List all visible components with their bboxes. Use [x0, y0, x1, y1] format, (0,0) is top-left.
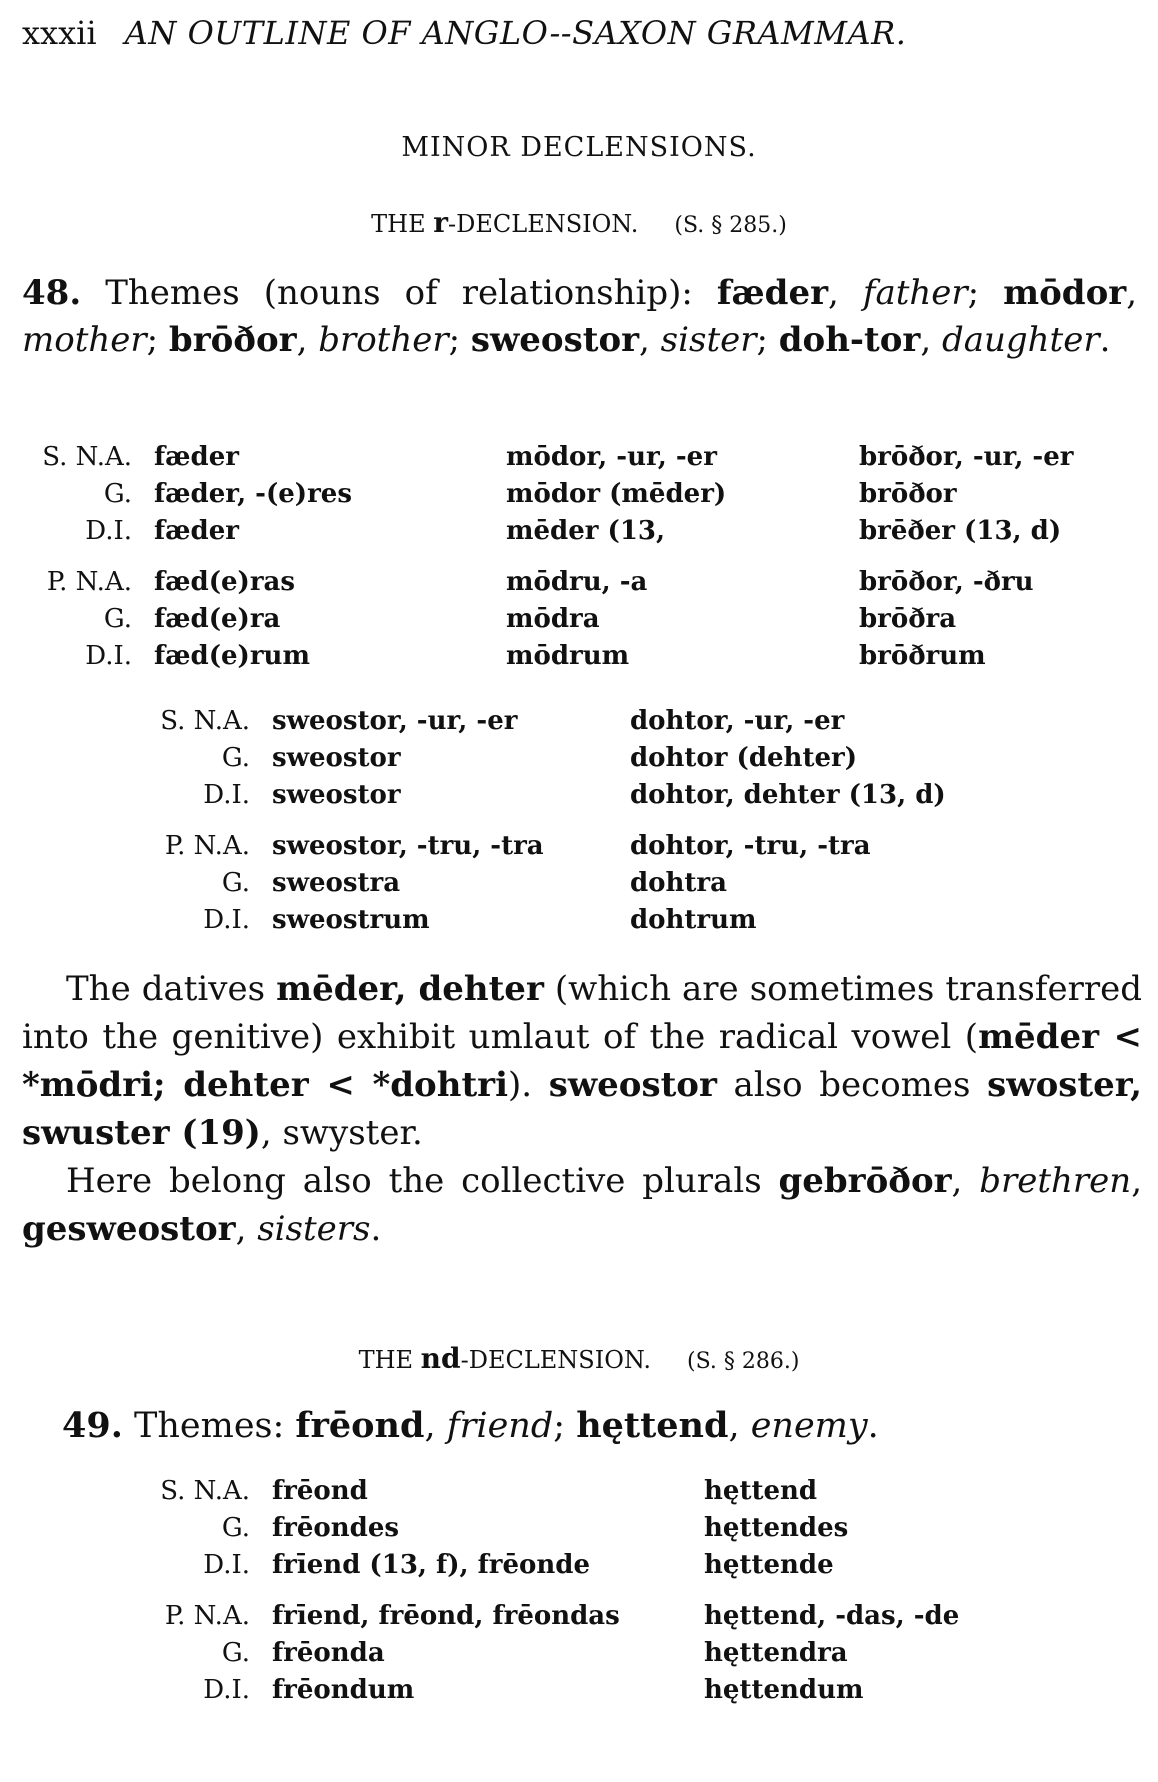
form-cell: frēondes	[272, 1512, 400, 1543]
form-cell: sweostor, -ur, -er	[272, 705, 518, 736]
form-cell: mōdor (mēder)	[506, 478, 727, 509]
number-divider	[122, 813, 946, 827]
gloss: mother	[22, 320, 147, 360]
case-label: D.I.	[85, 640, 132, 671]
punct: ,	[828, 273, 863, 313]
form-cell: dohtor, -ur, -er	[630, 705, 845, 736]
form-cell: fæder, -(e)res	[154, 478, 352, 509]
theme-word: fæder	[716, 273, 829, 313]
theme-word: brōðor	[168, 320, 297, 360]
paragraph-text: Themes:	[122, 1406, 296, 1446]
punct: ,	[728, 1406, 751, 1446]
gloss: sisters	[257, 1209, 371, 1249]
table-row	[22, 600, 1073, 637]
gloss: father	[862, 273, 968, 313]
form-cell: fæd(e)rum	[154, 640, 310, 671]
paragraph-number: 49.	[62, 1405, 123, 1446]
heading-prefix: THE	[358, 1346, 421, 1374]
text: ,	[235, 1209, 258, 1249]
table-row	[122, 901, 946, 938]
text: , swyster.	[260, 1113, 423, 1153]
punct: ;	[967, 273, 1004, 313]
heading-tag: nd	[420, 1342, 461, 1375]
heading-suffix: -DECLENSION.	[460, 1346, 651, 1374]
form-cell: brēðer (13, d)	[859, 515, 1062, 546]
r-declension-heading	[0, 206, 1158, 239]
form-cell: sweostor	[272, 742, 401, 773]
table-row	[122, 739, 946, 776]
case-label: D.I.	[203, 779, 250, 810]
table-row	[122, 776, 946, 813]
form-cell: mōdra	[506, 603, 600, 634]
bold-form: gesweostor	[22, 1209, 236, 1249]
case-label: P. N.A.	[164, 1600, 250, 1631]
paragraph-49	[62, 1402, 1158, 1450]
paradigm-table-sister-daughter	[122, 702, 946, 938]
table-row	[122, 1597, 959, 1634]
bold-form: mēder, dehter	[276, 969, 544, 1009]
gloss: enemy	[750, 1406, 868, 1446]
case-label: P. N.A.	[164, 830, 250, 861]
form-cell: fæder	[154, 441, 239, 472]
case-label: S. N.A.	[160, 705, 250, 736]
spacer	[122, 813, 946, 827]
form-cell: brōðra	[859, 603, 957, 634]
spacer	[22, 549, 1073, 563]
form-cell: sweostrum	[272, 904, 430, 935]
form-cell: fæder	[154, 515, 239, 546]
case-label: D.I.	[203, 1674, 250, 1705]
form-cell: brōðor	[859, 478, 957, 509]
form-cell: frēond	[272, 1475, 368, 1506]
notes-paragraph	[22, 965, 1142, 1253]
text: also becomes	[716, 1065, 988, 1105]
case-label: G.	[221, 1512, 250, 1543]
theme-word: hęttend	[576, 1405, 729, 1446]
form-cell: mōdor, -ur, -er	[506, 441, 717, 472]
punct: ;	[553, 1406, 577, 1446]
form-cell: hęttendum	[704, 1674, 864, 1705]
form-cell: fæd(e)ras	[154, 566, 296, 597]
text: ).	[508, 1065, 549, 1105]
form-cell: dohtrum	[630, 904, 757, 935]
table-row	[22, 438, 1073, 475]
text: The datives	[66, 969, 277, 1009]
form-cell: hęttend, -das, -de	[704, 1600, 960, 1631]
punct: ,	[1126, 273, 1137, 313]
form-cell: sweostor	[272, 779, 401, 810]
form-cell: mēder (13,	[506, 515, 666, 546]
gloss: daughter	[941, 320, 1100, 360]
form-cell: brōðor, -ur, -er	[859, 441, 1074, 472]
case-label: G.	[103, 603, 132, 634]
page-number: xxxii	[22, 14, 97, 52]
heading-suffix: -DECLENSION.	[448, 210, 639, 238]
table-row	[122, 1634, 959, 1671]
number-divider	[122, 1583, 959, 1597]
text: .	[370, 1209, 382, 1249]
table-row	[122, 702, 946, 739]
case-label: D.I.	[203, 904, 250, 935]
form-cell: frēonda	[272, 1637, 385, 1668]
bold-form: gebrōðor	[778, 1161, 952, 1201]
heading-prefix: THE	[371, 210, 434, 238]
table-row	[122, 1509, 959, 1546]
case-label: D.I.	[203, 1549, 250, 1580]
table-row	[22, 512, 1073, 549]
section-reference: (S. § 286.)	[687, 1349, 800, 1374]
form-cell: mōdru, -a	[506, 566, 648, 597]
punct: ,	[424, 1406, 447, 1446]
punct: ,	[296, 320, 319, 360]
form-cell: hęttendes	[704, 1512, 849, 1543]
case-label: S. N.A.	[160, 1475, 250, 1506]
form-cell: frēondum	[272, 1674, 415, 1705]
theme-word: doh-tor	[778, 320, 921, 360]
text: (which are sometimes transferred into the genitive) exhibit umlaut of the radical vowel (	[22, 969, 1142, 1057]
table-row	[122, 1546, 959, 1583]
form-cell: hęttendra	[704, 1637, 848, 1668]
case-label: P. N.A.	[46, 566, 132, 597]
theme-word: mōdor	[1003, 273, 1127, 313]
text: ,	[1131, 1161, 1142, 1201]
section-reference: (S. § 285.)	[674, 213, 787, 238]
form-cell: dohtor, -tru, -tra	[630, 830, 871, 861]
case-label: G.	[221, 867, 250, 898]
bold-form: mēder < *mōdri; dehter < *dohtri	[22, 1017, 1142, 1105]
form-cell: sweostor, -tru, -tra	[272, 830, 544, 861]
table-row	[122, 1671, 959, 1708]
table-row	[22, 637, 1073, 674]
case-label: G.	[221, 1637, 250, 1668]
form-cell: dohtor (dehter)	[630, 742, 858, 773]
punct: ;	[146, 320, 169, 360]
nd-declension-heading	[0, 1342, 1158, 1375]
form-cell: brōðrum	[859, 640, 986, 671]
form-cell: dohtor, dehter (13, d)	[630, 779, 946, 810]
table-row	[122, 864, 946, 901]
spacer	[122, 1583, 959, 1597]
form-cell: frīend, frēond, frēondas	[272, 1600, 620, 1631]
form-cell: dohtra	[630, 867, 727, 898]
punct: ,	[639, 320, 661, 360]
case-label: G.	[103, 478, 132, 509]
paragraph-text: Themes (nouns of relationship):	[81, 273, 717, 313]
section-title: MINOR DECLENSIONS.	[401, 132, 757, 163]
punct: .	[867, 1406, 879, 1446]
table-row	[122, 827, 946, 864]
table-row	[22, 475, 1073, 512]
text: Here belong also the collective plurals	[66, 1161, 779, 1201]
theme-word: sweostor	[470, 320, 640, 360]
paradigm-table-friend-enemy	[122, 1472, 959, 1708]
form-cell: hęttend	[704, 1475, 818, 1506]
punct: ,	[920, 320, 942, 360]
heading-tag: r	[433, 206, 449, 239]
bold-form: swoster, swuster (19)	[22, 1065, 1142, 1153]
punct: .	[1099, 320, 1111, 360]
running-head	[22, 14, 906, 52]
case-label: S. N.A.	[42, 441, 132, 472]
gloss: brethren	[979, 1161, 1132, 1201]
form-cell: brōðor, -ðru	[859, 566, 1034, 597]
form-cell: frīend (13, f), frēonde	[272, 1549, 591, 1580]
case-label: D.I.	[85, 515, 132, 546]
book-title: AN OUTLINE OF ANGLO--SAXON GRAMMAR.	[124, 14, 907, 52]
paradigm-table-father-mother-brother	[22, 438, 1073, 674]
table-row	[122, 1472, 959, 1509]
number-divider	[22, 549, 1073, 563]
punct: ;	[448, 320, 471, 360]
bold-form: sweostor	[548, 1065, 717, 1105]
gloss: friend	[446, 1406, 554, 1446]
punct: ;	[756, 320, 779, 360]
case-label: G.	[221, 742, 250, 773]
theme-word: frēond	[295, 1405, 425, 1446]
form-cell: sweostra	[272, 867, 401, 898]
paragraph-number: 48.	[22, 273, 82, 313]
paragraph-48	[22, 270, 1137, 364]
form-cell: hęttende	[704, 1549, 834, 1580]
form-cell: mōdrum	[506, 640, 630, 671]
table-row	[22, 563, 1073, 600]
gloss: brother	[318, 320, 449, 360]
gloss: sister	[660, 320, 757, 360]
form-cell: fæd(e)ra	[154, 603, 281, 634]
text: ,	[951, 1161, 980, 1201]
